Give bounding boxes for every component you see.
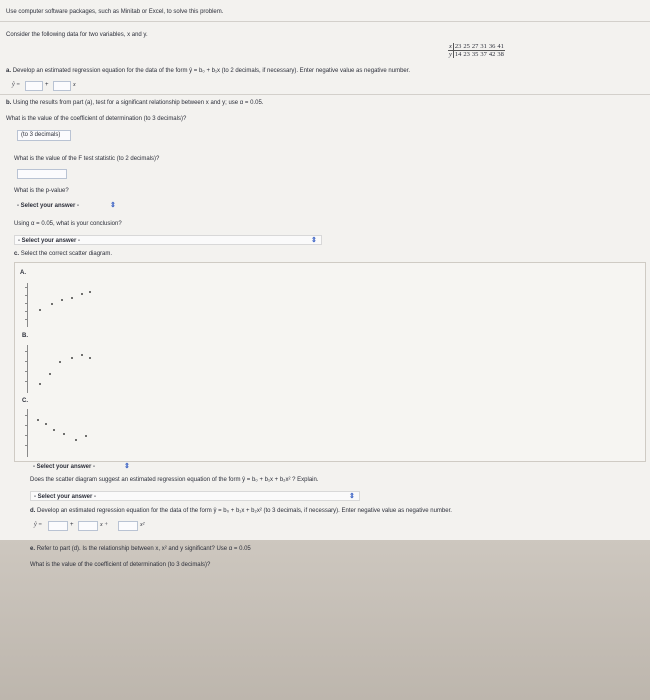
data-point xyxy=(85,435,87,437)
x-variable: x xyxy=(73,82,76,88)
y-axis xyxy=(27,283,28,327)
x-value: 23 xyxy=(454,43,462,50)
p-value-select[interactable] xyxy=(14,201,118,211)
option-a-label[interactable]: A. xyxy=(20,270,26,276)
scatter-select[interactable] xyxy=(30,462,134,472)
tick xyxy=(25,295,28,296)
data-point xyxy=(71,357,73,359)
p-value-select-text: - Select your answer - xyxy=(17,203,80,209)
divider xyxy=(0,94,650,95)
explain-select[interactable] xyxy=(30,491,360,501)
tick xyxy=(25,311,28,312)
part-a-label: a. xyxy=(6,68,12,74)
tick xyxy=(25,319,28,320)
part-b-question xyxy=(6,99,263,107)
tick xyxy=(25,425,28,426)
d-b0-input[interactable] xyxy=(48,521,68,531)
data-table xyxy=(448,43,505,58)
data-point xyxy=(61,299,63,301)
part-b-text: Using the results from part (a), test for a significant relationship between x and y; use α = 0.05. xyxy=(13,100,264,106)
x-plus-d: x + xyxy=(100,522,109,528)
f-input[interactable] xyxy=(17,169,67,179)
x-value: 25 xyxy=(463,43,470,50)
tick xyxy=(25,445,28,446)
tick xyxy=(25,361,28,362)
scatter-plot-c[interactable] xyxy=(23,407,93,459)
data-point xyxy=(59,361,61,363)
updown-arrow-icon: ⇕ xyxy=(110,202,116,209)
data-point xyxy=(39,309,41,311)
data-point xyxy=(63,433,65,435)
b0-input[interactable] xyxy=(25,81,43,91)
part-d-label: d. xyxy=(30,508,36,514)
divider xyxy=(0,21,650,22)
scatter-plot-b[interactable] xyxy=(23,343,93,395)
data-point xyxy=(89,291,91,293)
conclusion-select-text: - Select your answer - xyxy=(18,238,81,244)
yhat-label: ŷ = xyxy=(12,82,21,88)
d-b1-input[interactable] xyxy=(78,521,98,531)
r2-input[interactable] xyxy=(17,130,71,141)
part-e-label: e. xyxy=(30,546,36,552)
tick xyxy=(25,415,28,416)
data-point xyxy=(39,383,41,385)
y-value: 42 xyxy=(488,51,496,58)
option-c-label[interactable]: C. xyxy=(22,398,28,404)
d-b2-input[interactable] xyxy=(118,521,138,531)
y-value: 37 xyxy=(480,51,487,58)
y-value: 14 xyxy=(454,51,462,58)
part-e-r2-question: What is the value of the coefficient of determination (to 3 decimals)? xyxy=(30,562,211,568)
instructions-text: Use computer software packages, such as Minitab or Excel, to solve this problem. xyxy=(6,9,224,15)
data-point xyxy=(51,303,53,305)
part-a-question xyxy=(6,67,410,75)
r2-question: What is the value of the coefficient of determination (to 3 decimals)? xyxy=(6,116,187,122)
updown-arrow-icon: ⇕ xyxy=(349,493,355,500)
part-d-text: Develop an estimated regression equation for the data of the form ŷ = b₀ + b₁x + b₂x² (to 3 decimals, if necessary). Enter negative value as negative number. xyxy=(37,508,452,514)
data-point xyxy=(81,293,83,295)
y-value: 23 xyxy=(463,51,470,58)
part-c-question xyxy=(14,250,112,258)
y-axis xyxy=(27,409,28,457)
option-b-label[interactable]: B. xyxy=(22,333,28,339)
tick xyxy=(25,351,28,352)
data-point xyxy=(89,357,91,359)
data-point xyxy=(71,297,73,299)
x-value: 36 xyxy=(488,43,496,50)
x-value: 41 xyxy=(497,43,504,50)
data-point xyxy=(49,373,51,375)
tick xyxy=(25,371,28,372)
f-question: What is the value of the F test statistic (to 2 decimals)? xyxy=(14,156,160,162)
y-value: 38 xyxy=(497,51,504,58)
plus-sign: + xyxy=(45,82,49,88)
explain-select-text: - Select your answer - xyxy=(34,494,97,500)
plus-sign-d: + xyxy=(70,522,74,528)
updown-arrow-icon: ⇕ xyxy=(124,463,130,470)
b1-input[interactable] xyxy=(53,81,71,91)
part-e-question xyxy=(30,545,251,553)
part-c-text: Select the correct scatter diagram. xyxy=(20,251,113,257)
scatter-options-panel xyxy=(14,262,646,462)
data-point xyxy=(45,423,47,425)
yhat-label-d: ŷ = xyxy=(34,522,43,528)
part-d-question xyxy=(30,507,452,515)
part-b-label: b. xyxy=(6,100,12,106)
tick xyxy=(25,381,28,382)
data-point xyxy=(75,439,77,441)
x-squared-d: x² xyxy=(140,522,145,528)
y-row-label: y xyxy=(449,51,452,58)
scatter-question: Does the scatter diagram suggest an estimated regression equation of the form ŷ = b₀ + b₁x + b₂x² ? Explain. xyxy=(30,477,319,483)
tick xyxy=(25,287,28,288)
data-point xyxy=(37,419,39,421)
data-point xyxy=(53,429,55,431)
conclusion-select[interactable] xyxy=(14,235,322,245)
scatter-plot-a[interactable] xyxy=(23,281,93,329)
updown-arrow-icon: ⇕ xyxy=(311,237,317,244)
p-question: What is the p-value? xyxy=(14,188,69,194)
x-value: 31 xyxy=(480,43,487,50)
part-a-text: Develop an estimated regression equation for the data of the form ŷ = b₀ + b₁x (to 2 decimals, if necessary). Enter negative value as negative number. xyxy=(12,68,411,74)
tick xyxy=(25,435,28,436)
tick xyxy=(25,303,28,304)
scatter-select-text: - Select your answer - xyxy=(33,464,96,470)
part-c-label: c. xyxy=(14,251,20,257)
data-point xyxy=(81,354,83,356)
y-axis xyxy=(27,345,28,393)
y-value: 35 xyxy=(471,51,479,58)
x-row-label: x xyxy=(449,43,452,50)
consider-text: Consider the following data for two variables, x and y. xyxy=(6,32,148,38)
r2-hint: (to 3 decimals) xyxy=(21,132,61,138)
x-value: 27 xyxy=(471,43,479,50)
conclusion-question: Using α = 0.05, what is your conclusion? xyxy=(14,221,122,227)
part-e-text: Refer to part (d). Is the relationship between x, x² and y significant? Use α = 0.05 xyxy=(36,546,251,552)
